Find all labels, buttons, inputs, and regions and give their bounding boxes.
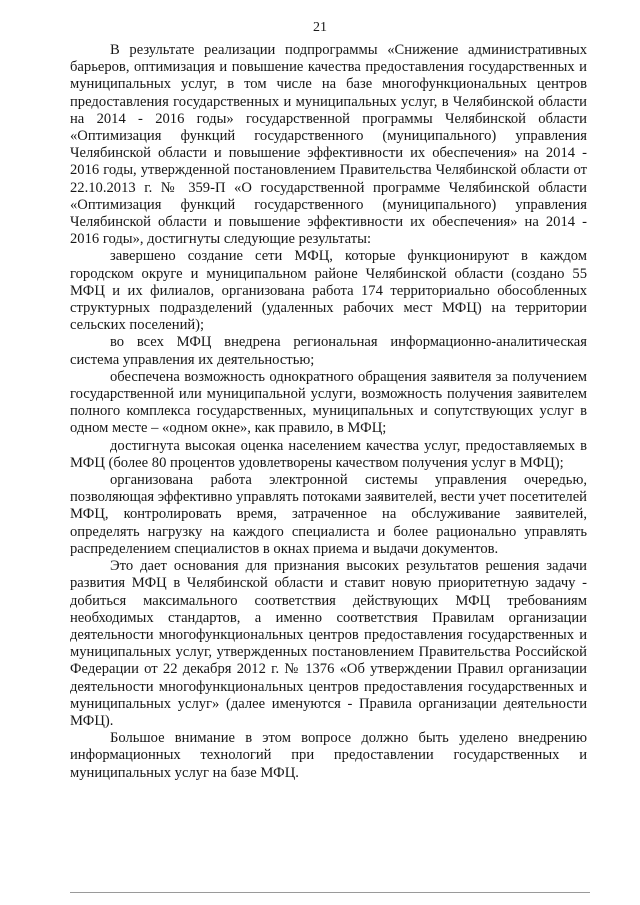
paragraph-new-task: Это дает основания для признания высоких результатов решения задачи развития МФЦ в Челябинской области и ставит новую приоритетную задачу - добиться максимального соответствия действующих МФЦ требованиям необходимых стандартов, а именно соответствия Правилам организации деятельности многофункциональных центров предоставления государственных и муниципальных услуг, утвержденных постановлением Правительства Российской Федерации от 22 декабря 2012 г. № 1376 «Об утверждении Правил организации деятельности многофункциональных центров предоставления государственных и муниципальных услуг» (далее именуются - Правила организации деятельности МФЦ). <box>70 558 587 729</box>
paragraph-result-mfc-network: завершено создание сети МФЦ, которые функционируют в каждом городском округе и муниципальном районе Челябинской области (создано 55 МФЦ и их филиалов, организована работа 174 территориально обособленных структурных подразделений (удаленных рабочих мест МФЦ) на территории сельских поселений); <box>70 248 587 334</box>
paragraph-result-queue-system: организована работа электронной системы управления очередью, позволяющая эффективно управлять потоками заявителей, вести учет посетителей МФЦ, контролировать время, затраченное на обслуживание заявителей, определять нагрузку на каждого специалиста и более рационально управлять распределением специалистов в окнах приема и выдачи документов. <box>70 472 587 557</box>
paragraph-result-info-system: во всех МФЦ внедрена региональная информационно-аналитическая система управления их деятельностью; <box>70 334 587 368</box>
paragraph-it-attention: Большое внимание в этом вопросе должно быть уделено внедрению информационных технологий при предоставлении государственных и муниципальных услуг на базе МФЦ. <box>70 730 587 781</box>
body-text <box>70 42 587 782</box>
page-number: 21 <box>313 20 327 35</box>
paragraph-result-one-window: обеспечена возможность однократного обращения заявителя за получением государственной или муниципальной услуги, возможность получения заявителем полного комплекса государственных, муниципальных и сопутствующих услуг в одном месте – «одном окне», как правило, в МФЦ; <box>70 368 587 437</box>
page-bottom-rule <box>70 892 590 893</box>
paragraph-intro: В результате реализации подпрограммы «Снижение административных барьеров, оптимизация и повышение качества предоставления государственных и муниципальных услуг, в том числе на базе многофункциональных центров предоставления государственных и муниципальных услуг, в Челябинской области на 2014 - 2016 годы» государственной программы Челябинской области «Оптимизация функций государственного (муниципального) управления Челябинской области и повышение эффективности их обеспечения» на 2014 - 2016 годы, утвержденной постановлением Правительства Челябинской области от 22.10.2013 г. № 359-П «О государственной программе Челябинской области «Оптимизация функций государственного (муниципального) управления Челябинской области и повышение эффективности их обеспечения» на 2014 - 2016 годы», достигнуты следующие результаты: <box>70 42 587 248</box>
paragraph-result-quality: достигнута высокая оценка населением качества услуг, предоставляемых в МФЦ (более 80 процентов удовлетворены качеством получения услуг в МФЦ); <box>70 437 587 471</box>
